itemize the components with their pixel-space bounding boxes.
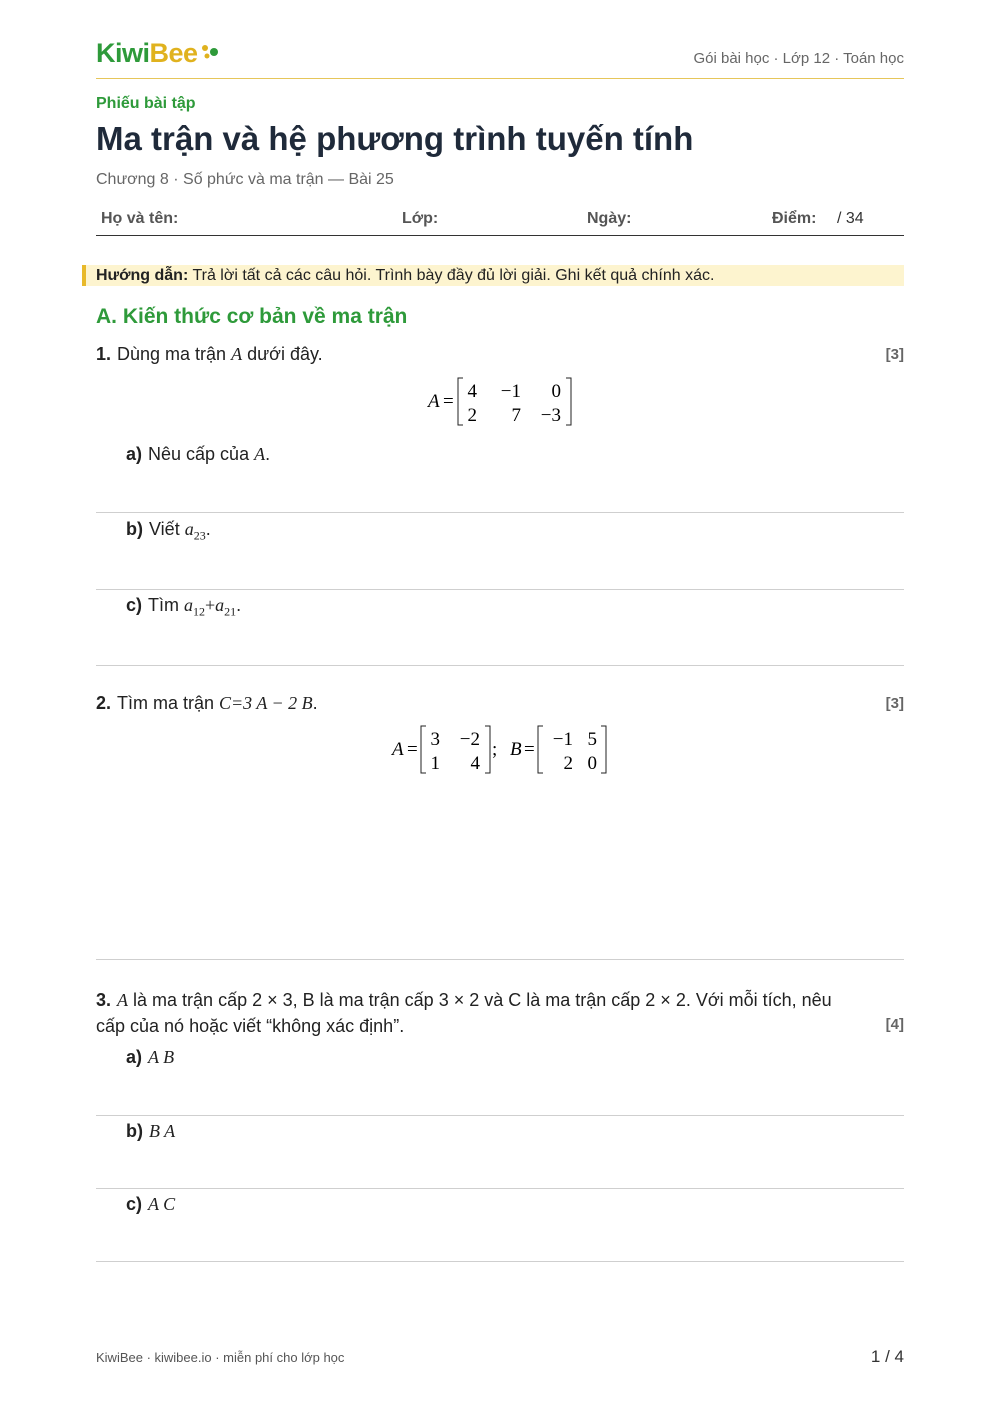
matrix-cell: 2 (563, 753, 573, 774)
footer-text: KiwiBee · kiwibee.io · miễn phí cho lớp học (96, 1350, 345, 1365)
question-1c: c) Tìm $a_{12}+a_{21}$. (126, 595, 242, 619)
matrix-cell: 4 (467, 381, 477, 402)
worksheet-page (96, 0, 904, 1413)
matrix-cell: −3 (540, 405, 561, 426)
matrix-cell: 0 (587, 753, 597, 774)
question-1b: b) Viết $a_{23}$. (126, 519, 211, 543)
matrix-a-label: A (428, 391, 440, 412)
page-header (96, 38, 904, 79)
student-info-row (96, 201, 904, 236)
answer-line (96, 512, 904, 513)
question-2-points: [3] (885, 695, 904, 712)
answer-line (96, 1261, 904, 1262)
subtitle: Chương 8 · Số phức và ma trận — Bài 25 (96, 171, 394, 188)
matrix-cell: 7 (511, 405, 521, 426)
date-field-label: Ngày: (587, 210, 632, 227)
bee-dots-icon (200, 44, 220, 60)
svg-text:=: = (524, 739, 535, 760)
question-1a: a) Nêu cấp của A. (126, 444, 271, 464)
matrix-cell: 4 (470, 753, 480, 774)
question-3b: b) B A (126, 1121, 176, 1141)
matrix-a (418, 374, 578, 430)
page-number: 1 / 4 (870, 1347, 904, 1366)
question-3c: c) A C (126, 1194, 176, 1214)
svg-text:=: = (407, 739, 418, 760)
matrix-a-label: A (392, 739, 404, 760)
class-field-label: Lớp: (402, 210, 439, 227)
matrix-cell: 3 (430, 729, 440, 750)
kicker: Phiếu bài tập (96, 95, 196, 112)
name-field-label: Họ và tên: (101, 210, 179, 227)
matrix-cell: 1 (430, 753, 440, 774)
page-title: Ma trận và hệ phương trình tuyến tính (96, 120, 694, 157)
matrix-cell: −1 (552, 729, 573, 750)
matrix-cell: −2 (459, 729, 480, 750)
matrix-cell: −1 (500, 381, 521, 402)
answer-line (96, 665, 904, 666)
answer-line (96, 959, 904, 960)
svg-text:;: ; (492, 739, 498, 760)
header-meta: Gói bài học · Lớp 12 · Toán học (693, 50, 904, 67)
matrix-cell: 5 (587, 729, 597, 750)
svg-text:=: = (443, 391, 454, 412)
matrix-b-label: B (510, 739, 522, 760)
matrix-cell: 0 (551, 381, 561, 402)
question-2: 2. Tìm ma trận C=3 A − 2 B. (96, 693, 318, 713)
question-3-points: [4] (885, 1016, 904, 1033)
question-1: 1. Dùng ma trận A dưới đây. (96, 344, 323, 364)
answer-line (96, 1115, 904, 1116)
matrices-a-b (382, 722, 622, 778)
question-3: 3. A là ma trận cấp 2 × 3, B là ma trận cấp 3 × 2 và C là ma trận cấp 2 × 2. Với mỗi tích, nêu cấp của nó hoặc viết “không xác định”. (96, 990, 832, 1036)
max-score: / 34 (837, 210, 864, 227)
question-3a: a) A B (126, 1047, 175, 1067)
section-heading: A. Kiến thức cơ bản về ma trận (96, 305, 408, 328)
instructions-note: Hướng dẫn: Trả lời tất cả các câu hỏi. Trình bày đầy đủ lời giải. Ghi kết quả chính xác. (82, 265, 904, 286)
logo: KiwiBee (96, 38, 198, 69)
question-1-points: [3] (885, 346, 904, 363)
answer-line (96, 589, 904, 590)
answer-line (96, 1188, 904, 1189)
matrix-cell: 2 (467, 405, 477, 426)
score-field-label: Điểm: (772, 210, 817, 227)
